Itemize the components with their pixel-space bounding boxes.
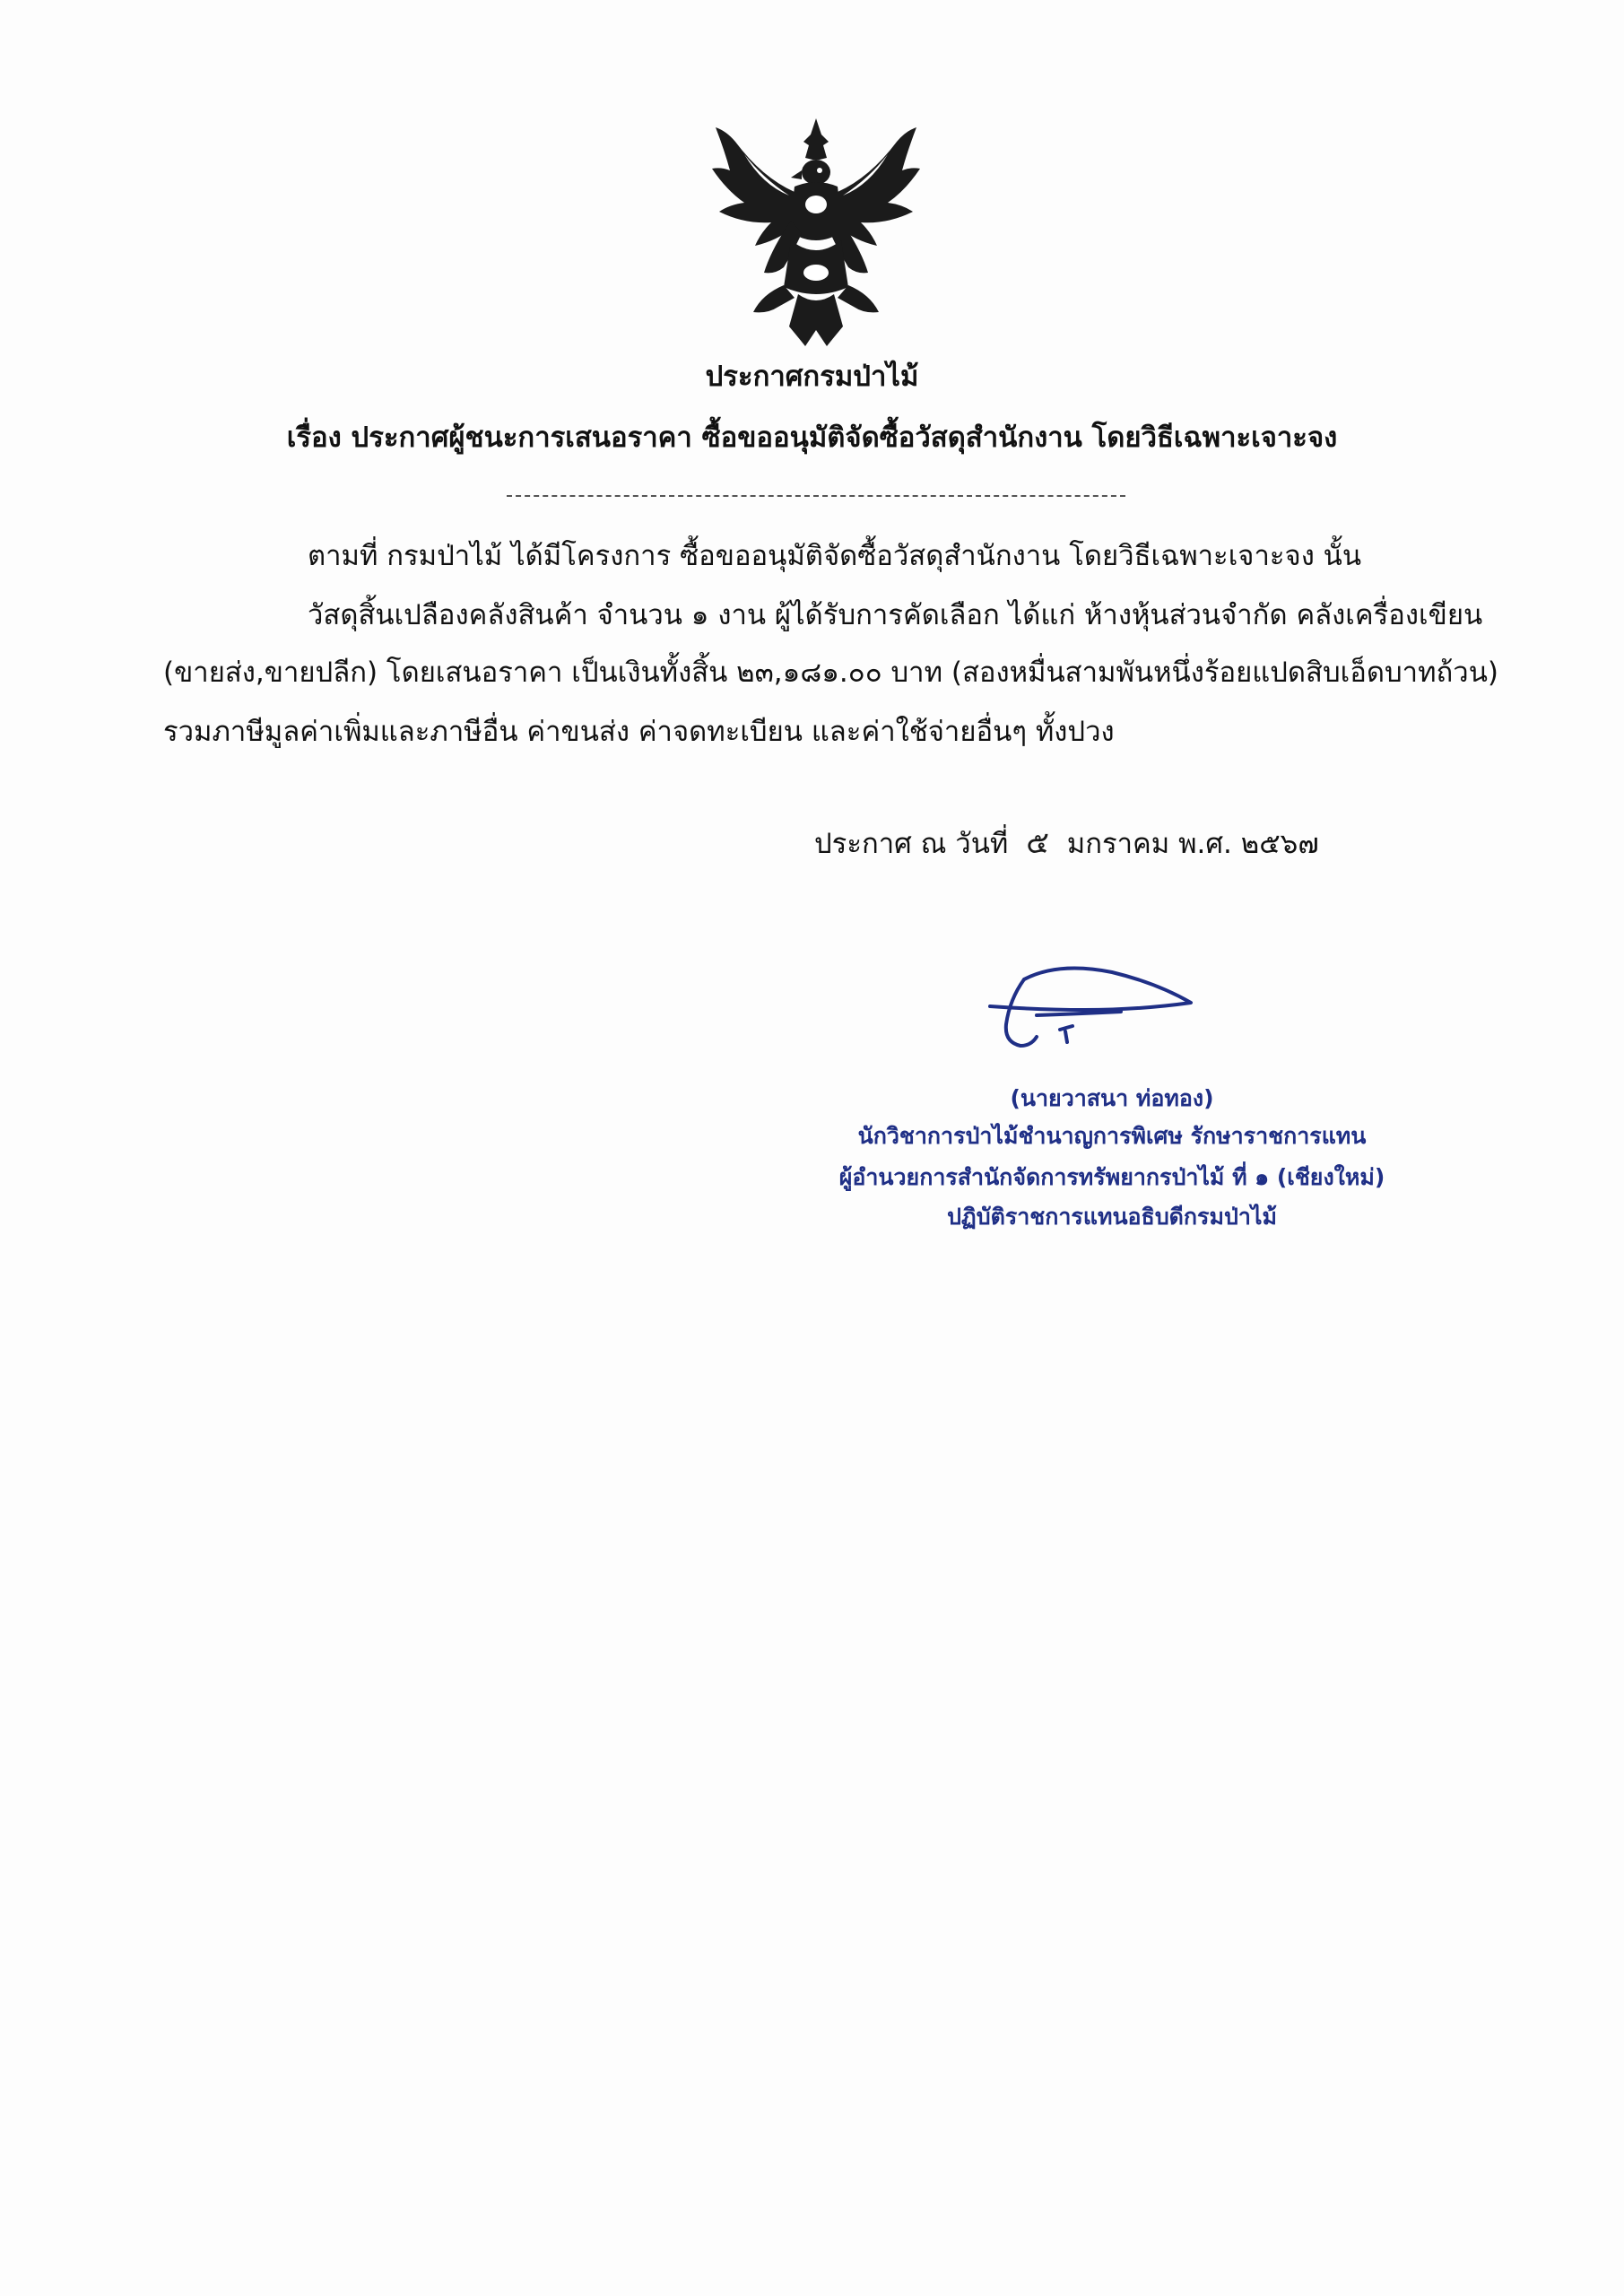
date-day-handwritten: ๕ [1026,825,1049,861]
signatory-position: ผู้อำนวยการสำนักจัดการทรัพยากรป่าไม้ ที่ ๑ (เชียงใหม่) [838,1164,1385,1190]
separator-line [507,495,1125,497]
body-paragraph-line: (ขายส่ง,ขายปลีก) โดยเสนอราคา เป็นเงินทั้งสิ้น ๒๓,๑๘๑.๐๐ บาท (สองหมื่นสามพันหนึ่งร้อยแปดสิบเอ็ดบาทถ้วน) [163,657,1498,689]
garuda-emblem [708,115,924,350]
handwritten-signature [977,960,1202,1076]
announcement-title: ประกาศกรมป่าไม้ [705,361,919,393]
body-paragraph-line: ตามที่ กรมป่าไม้ ได้มีโครงการ ซื้อขออนุมัติจัดซื้อวัสดุสำนักงาน โดยวิธีเฉพาะเจาะจง นั้น [308,540,1362,572]
announcement-subject: เรื่อง ประกาศผู้ชนะการเสนอราคา ซื้อขออนุมัติจัดซื้อวัสดุสำนักงาน โดยวิธีเฉพาะเจาะจง [286,422,1338,454]
date-prefix: ประกาศ ณ วันที่ [814,828,1009,860]
signatory-position: ปฏิบัติราชการแทนอธิบดีกรมป่าไม้ [947,1204,1277,1230]
signatory-position: นักวิชาการป่าไม้ชำนาญการพิเศษ รักษาราชการแทน [857,1123,1367,1149]
signatory-name: (นายวาสนา ท่อทอง) [1010,1085,1214,1111]
announcement-date [814,825,1319,862]
body-paragraph-line: รวมภาษีมูลค่าเพิ่มและภาษีอื่น ค่าขนส่ง ค่าจดทะเบียน และค่าใช้จ่ายอื่นๆ ทั้งปวง [163,716,1115,748]
date-month-year: มกราคม พ.ศ. ๒๕๖๗ [1066,828,1319,860]
body-paragraph-line: วัสดุสิ้นเปลืองคลังสินค้า จำนวน ๑ งาน ผู้ได้รับการคัดเลือก ได้แก่ ห้างหุ้นส่วนจำกัด คลังเครื่องเขียน [308,599,1483,631]
